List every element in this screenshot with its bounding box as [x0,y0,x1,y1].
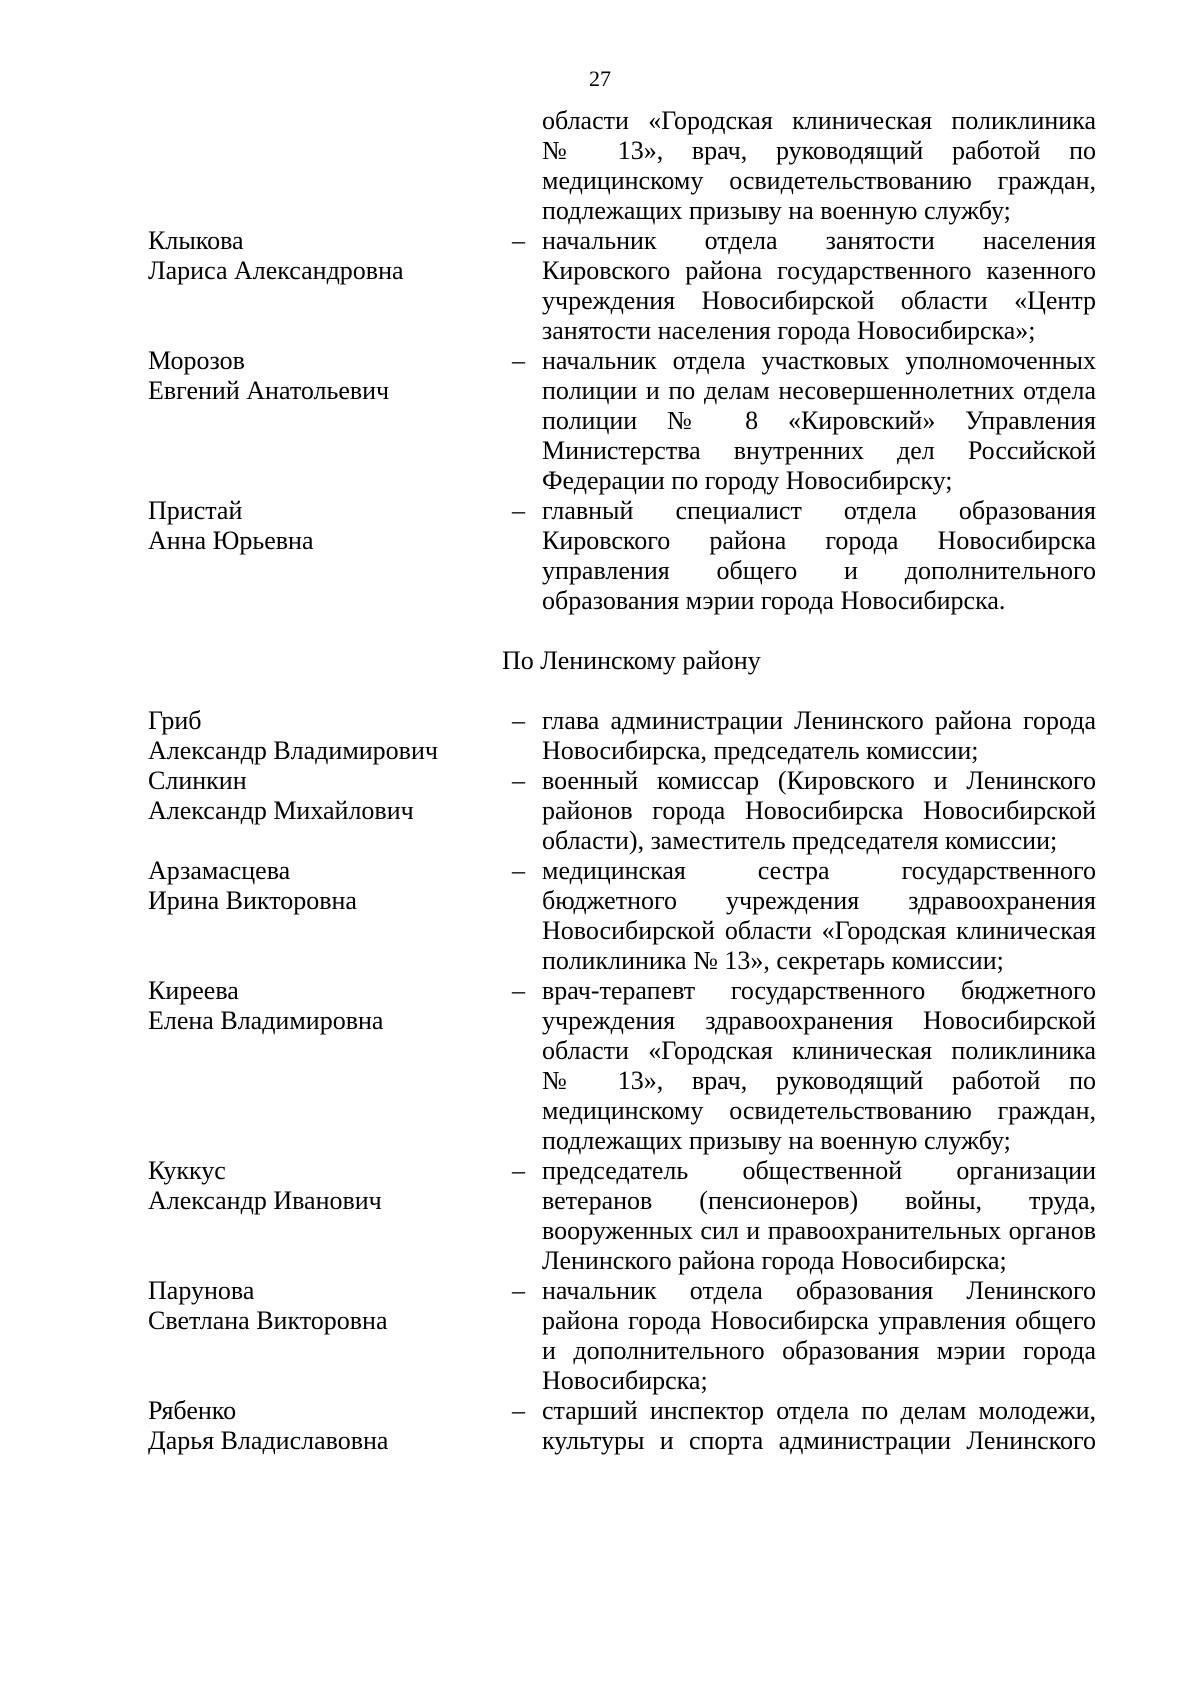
text-line: поликлиника № 13», секретарь комиссии; [542,946,1004,975]
text-line: управления общего и дополнительного [542,556,1096,585]
dash: – [512,976,525,1005]
text-line: учреждения здравоохранения Новосибирской [542,1006,1096,1035]
document-body [0,106,1200,1456]
text-line: района города Новосибирска управления общего [542,1306,1096,1335]
dash: – [512,226,525,255]
member-entry [0,976,1200,1156]
continuation-block [542,106,1096,226]
member-entry [0,1396,1200,1456]
member-given-name: Александр Владимирович [148,736,438,765]
dash: – [512,706,525,735]
text-line: № 13», врач, руководящий работой по [542,136,1096,165]
member-given-name: Анна Юрьевна [148,526,314,555]
member-surname: Морозов [148,346,245,375]
text-line: области), заместитель председателя комиссии; [542,826,1058,855]
member-position [542,976,1096,1156]
text-line: медицинскому освидетельствованию граждан, [542,166,1096,195]
text-line: и дополнительного образования мэрии города [542,1336,1096,1365]
text-line: подлежащих призыву на военную службу; [542,1126,1011,1155]
member-entry [0,1156,1200,1276]
member-given-name: Ирина Викторовна [148,886,357,915]
text-line: начальник отдела участковых уполномоченных [542,346,1096,375]
member-surname: Рябенко [148,1396,237,1425]
text-line: главный специалист отдела образования [542,496,1096,525]
dash: – [512,346,525,375]
text-line: глава администрации Ленинского района города [542,706,1096,735]
text-line: полиции и по делам несовершеннолетних отдела [542,376,1096,405]
text-line: медицинская сестра государственного [542,856,1096,885]
text-line: военный комиссар (Кировского и Ленинского [542,766,1096,795]
member-given-name: Елена Владимировна [148,1006,384,1035]
member-given-name: Евгений Анатольевич [148,376,390,405]
text-line: занятости населения города Новосибирска»; [542,316,1036,345]
text-line: Новосибирской области «Городская клиническая [542,916,1096,945]
member-entry [0,856,1200,976]
text-line: начальник отдела образования Ленинского [542,1276,1096,1305]
member-entry [0,346,1200,496]
member-position [542,1276,1096,1396]
member-name [0,1396,460,1456]
text-line: области «Городская клиническая поликлиника [542,106,1096,135]
member-name [0,496,460,556]
text-line: учреждения Новосибирской области «Центр [542,286,1096,315]
page-number: 27 [589,66,611,91]
member-position [542,226,1096,346]
continuation-text [542,106,1096,226]
member-position [542,346,1096,496]
text-line: председатель общественной организации [542,1156,1096,1185]
member-entry [0,766,1200,856]
text-line: начальник отдела занятости населения [542,226,1096,255]
member-given-name: Лариса Александровна [148,256,404,285]
text-line: Кировского района государственного казенного [542,256,1096,285]
text-line: старший инспектор отдела по делам молодежи, [542,1396,1096,1425]
member-given-name: Александр Михайлович [148,796,414,825]
member-surname: Пристай [148,496,243,525]
text-line: Новосибирска, председатель комиссии; [542,736,979,765]
dash: – [512,496,525,525]
member-surname: Слинкин [148,766,247,795]
dash: – [512,1156,525,1185]
member-surname: Киреева [148,976,239,1005]
text-line: образования мэрии города Новосибирска. [542,586,1006,615]
text-line: Кировского района города Новосибирска [542,526,1096,555]
member-name [0,226,460,286]
member-name [0,856,460,916]
member-surname: Гриб [148,706,202,735]
member-position [542,706,1096,766]
member-entry [0,706,1200,766]
member-given-name: Светлана Викторовна [148,1306,388,1335]
text-line: Новосибирска; [542,1366,708,1395]
member-surname: Клыкова [148,226,244,255]
member-name [0,1156,460,1216]
dash: – [512,1276,525,1305]
dash: – [512,766,525,795]
member-name [0,766,460,826]
member-name [0,706,460,766]
dash: – [512,1396,525,1425]
member-given-name: Дарья Владиславовна [148,1426,389,1455]
text-line: ветеранов (пенсионеров) войны, труда, [542,1186,1096,1215]
member-name [0,1276,460,1336]
text-line: Министерства внутренних дел Российской [542,436,1096,465]
member-entry [0,496,1200,616]
member-name [0,346,460,406]
section-heading: По Ленинскому району [502,646,761,675]
member-given-name: Александр Иванович [148,1186,382,1215]
text-line: культуры и спорта администрации Ленинского [542,1426,1096,1455]
text-line: медицинскому освидетельствованию граждан, [542,1096,1096,1125]
member-surname: Куккус [148,1156,226,1185]
member-entry [0,1276,1200,1396]
dash: – [512,856,525,885]
text-line: Федерации по городу Новосибирску; [542,466,953,495]
member-surname: Парунова [148,1276,255,1305]
member-position [542,766,1096,856]
text-line: врач-терапевт государственного бюджетного [542,976,1096,1005]
text-line: Ленинского района города Новосибирска; [542,1246,1007,1275]
text-line: бюджетного учреждения здравоохранения [542,886,1096,915]
member-name [0,976,460,1036]
member-position [542,1396,1096,1456]
member-position [542,856,1096,976]
text-line: районов города Новосибирска Новосибирской [542,796,1096,825]
text-line: подлежащих призыву на военную службу; [542,196,1011,225]
text-line: области «Городская клиническая поликлиника [542,1036,1096,1065]
member-position [542,1156,1096,1276]
text-line: вооруженных сил и правоохранительных органов [542,1216,1096,1245]
member-position [542,496,1096,616]
text-line: № 13», врач, руководящий работой по [542,1066,1096,1095]
member-surname: Арзамасцева [148,856,291,885]
member-entry [0,226,1200,346]
text-line: полиции № 8 «Кировский» Управления [542,406,1096,435]
